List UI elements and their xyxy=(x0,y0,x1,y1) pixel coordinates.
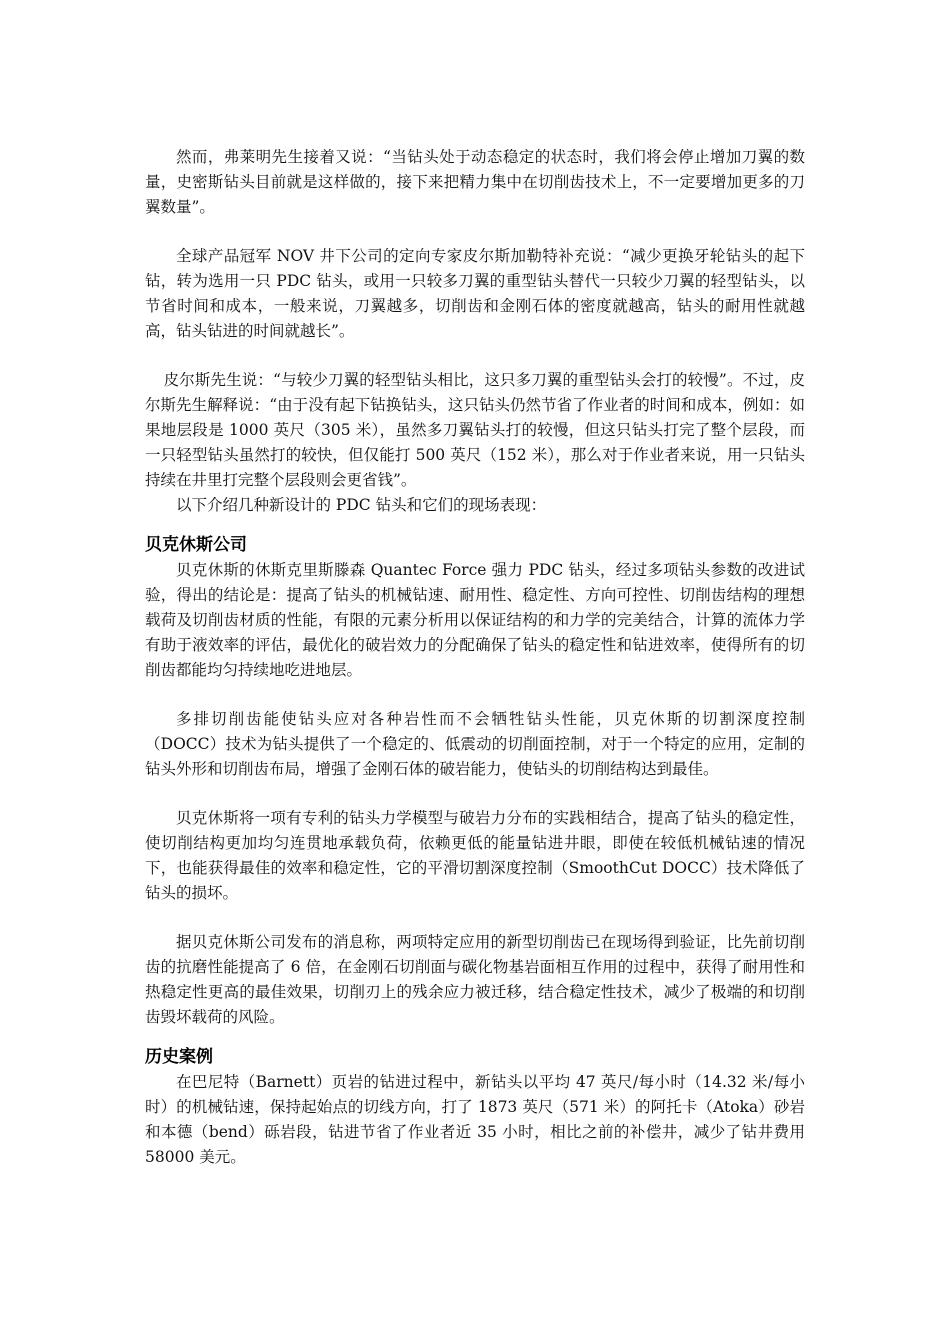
paragraph-fleming-quote: 然而，弗莱明先生接着又说：“当钻头处于动态稳定的状态时，我们将会停止增加刀翼的数量，史密斯钻头目前就是这样做的，接下来把精力集中在切削齿技术上，不一定要增加更多的刀翼数量”。 xyxy=(145,148,805,216)
paragraph-docc: 多排切削齿能使钻头应对各种岩性而不会牺牲钻头性能，贝克休斯的切割深度控制（DOCC）技术为钻头提供了一个稳定的、低震动的切削面控制，对于一个特定的应用，定制的钻头外形和切削齿布局，增强了金刚石体的破岩能力，使钻头的切削结构达到最佳。 xyxy=(145,710,805,778)
paragraph-quantec-force: 贝克休斯的休斯克里斯滕森 Quantec Force 强力 PDC 钻头，经过多项钻头参数的改进试验，得出的结论是：提高了钻头的机械钻速、耐用性、稳定性、方向可控性、切削齿结构的理想载荷及切削齿材质的性能，有限的元素分析用以保证结构的和力学的完美结合，计算的流体力学有助于液效率的评估，最优化的破岩效力的分配确保了钻头的稳定性和钻进效率，使得所有的切削齿都能均匀持续地吃进地层。 xyxy=(145,561,805,679)
paragraph-pierce-quote: 皮尔斯先生说：“与较少刀翼的轻型钻头相比，这只多刀翼的重型钻头会打的较慢”。不过，皮尔斯先生解释说：“由于没有起下钻换钻头，这只钻头仍然节省了作业者的时间和成本，例如：如果地层段是 1000 英尺（305 米），虽然多刀翼钻头打的较慢，但这只钻头打完了整个层段，而一只轻型钻头虽然打的较快，但仅能打 500 英尺（152 米），那么对于作业者来说，用一只钻头持续在井里打完整个层段则会更省钱”。 xyxy=(145,371,805,489)
document-page xyxy=(145,145,805,1170)
section-spacer xyxy=(145,518,805,532)
paragraph-intro-new-designs: 以下介绍几种新设计的 PDC 钻头和它们的现场表现： xyxy=(176,496,547,514)
paragraph-smoothcut: 贝克休斯将一项有专利的钻头力学模型与破岩力分布的实践相结合，提高了钻头的稳定性，使切削结构更加均匀连贯地承载负荷，依赖更低的能量钻进井眼，即使在较低机械钻速的情况下，也能获得最佳的效率和稳定性，它的平滑切割深度控制（SmoothCut DOCC）技术降低了钻头的损坏。 xyxy=(145,809,805,902)
paragraph-spacer xyxy=(145,683,805,707)
paragraph-spacer xyxy=(145,906,805,930)
paragraph-new-cutters: 据贝克休斯公司发布的消息称，两项特定应用的新型切削齿已在现场得到验证，比先前切削齿的抗磨性能提高了 6 倍，在金刚石切削面与碳化物基岩面相互作用的过程中，获得了耐用性和热稳定性更高的最佳效果，切削刃上的残余应力被迁移，结合稳定性技术，减少了极端的和切削齿毁坏载荷的风险。 xyxy=(145,933,805,1026)
paragraph-barnett-case: 在巴尼特（Barnett）页岩的钻进过程中，新钻头以平均 47 英尺/每小时（14.32 米/每小时）的机械钻速，保持起始点的切线方向，打了 1873 英尺（571 米）的阿托卡（Atoka）砂岩和本德（bend）砾岩段，钻进节省了作业者近 35 小时，相比之前的补偿井，减少了钻井费用 58000 美元。 xyxy=(145,1073,805,1166)
paragraph-nov-quote: 全球产品冠军 NOV 井下公司的定向专家皮尔斯加勒特补充说：“减少更换牙轮钻头的起下钻，转为选用一只 PDC 钻头，或用一只较多刀翼的重型钻头替代一只较少刀翼的轻型钻头，以节省时间和成本，一般来说，刀翼越多，切削齿和金刚石体的密度就越高，钻头的耐用性就越高，钻头钻进的时间就越长”。 xyxy=(145,247,805,340)
paragraph-spacer xyxy=(145,220,805,244)
section-heading-history-cases: 历史案例 xyxy=(145,1047,213,1067)
paragraph-spacer xyxy=(145,782,805,806)
section-spacer xyxy=(145,1030,805,1044)
paragraph-spacer xyxy=(145,344,805,368)
section-heading-baker-hughes: 贝克休斯公司 xyxy=(145,535,247,555)
